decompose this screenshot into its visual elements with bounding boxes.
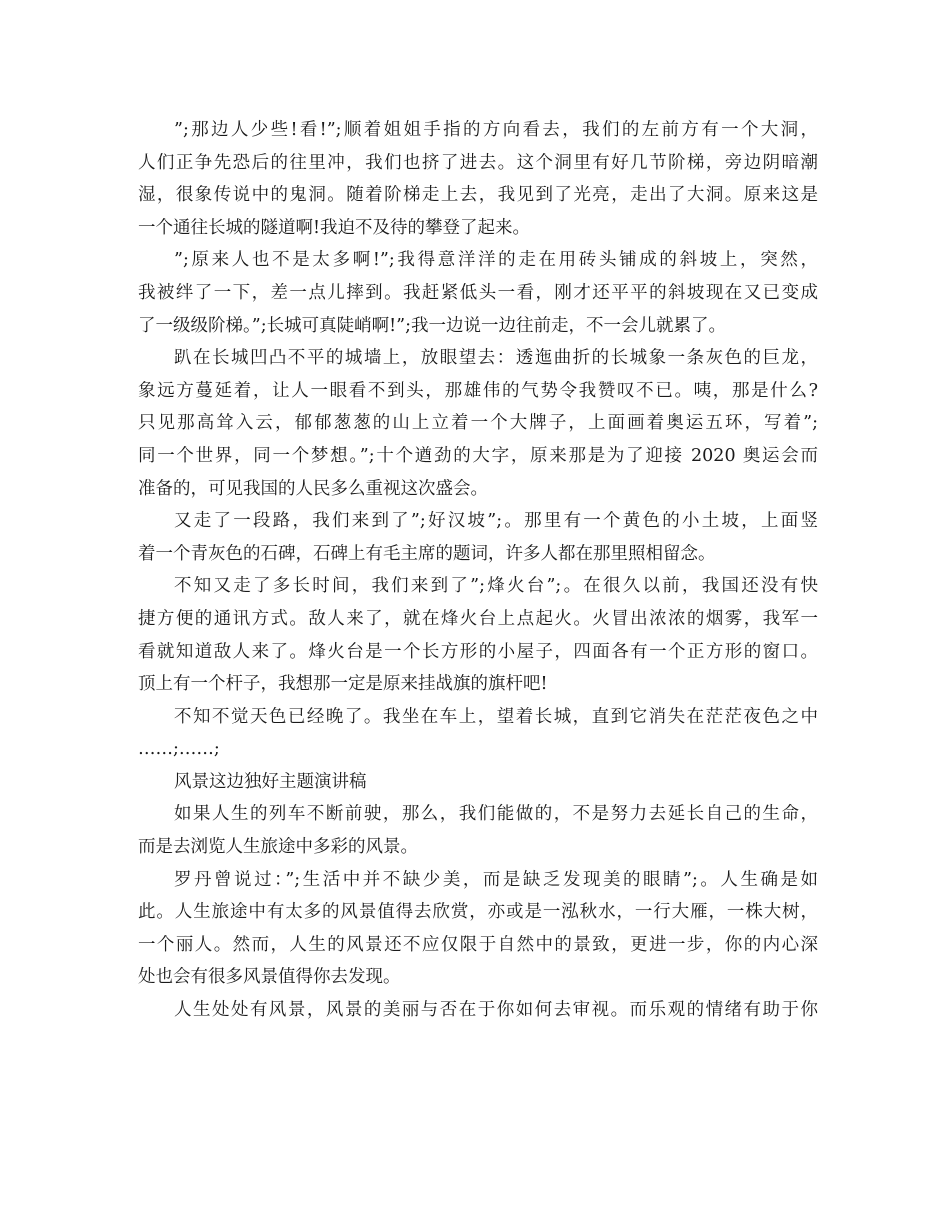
- text-line: 顶上有一个杆子，我想那一定是原来挂战旗的旗杆吧!: [138, 674, 548, 695]
- text-line: ”;那边人少些!看!”;顺着姐姐手指的方向看去，我们的左前方有一个大洞，: [174, 120, 818, 140]
- text-line: 此。人生旅途中有太多的风景值得去欣赏，亦或是一泓秋水，一行大雁，一株大树，: [138, 902, 818, 923]
- document-page: [138, 114, 818, 1027]
- text-line: 不知不觉天色已经晚了。我坐在车上，望着长城，直到它消失在茫茫夜色之中: [174, 706, 818, 727]
- text-line: 同一个世界，同一个梦想。”;十个遒劲的大字，原来那是为了迎接 2020 奥运会而: [138, 445, 818, 466]
- text-line: 一个通往长城的隧道啊!我迫不及待的攀登了起来。: [138, 217, 531, 238]
- text-line: 趴在长城凹凸不平的城墙上，放眼望去：透迤曲折的长城象一条灰色的巨龙，: [174, 348, 818, 369]
- text-line: ……;……;: [138, 739, 220, 760]
- text-line: 人们正争先恐后的往里冲，我们也挤了进去。这个洞里有好几节阶梯，旁边阴暗潮: [138, 152, 818, 173]
- text-line: 不知又走了多长时间，我们来到了”;烽火台”;。在很久以前，我国还没有快: [174, 576, 818, 597]
- text-line: ”;原来人也不是太多啊!”;我得意洋洋的走在用砖头铺成的斜坡上，突然，: [174, 250, 818, 271]
- text-line: 着一个青灰色的石碑，石碑上有毛主席的题词，许多人都在那里照相留念。: [138, 543, 716, 564]
- text-line: 而是去浏览人生旅途中多彩的风景。: [138, 837, 418, 858]
- text-line: 湿，很象传说中的鬼洞。随着阶梯走上去，我见到了光亮，走出了大洞。原来这是: [138, 185, 818, 206]
- text-line: 如果人生的列车不断前驶，那么，我们能做的，不是努力去延长自己的生命，: [174, 804, 818, 825]
- text-line: 风景这边独好主题演讲稿: [174, 771, 367, 792]
- text-line: 罗丹曾说过：”;生活中并不缺少美，而是缺乏发现美的眼睛”;。人生确是如: [174, 869, 818, 890]
- text-line: 只见那高耸入云，郁郁葱葱的山上立着一个大牌子，上面画着奥运五环，写着”;: [138, 413, 818, 434]
- text-line: 看就知道敌人来了。烽火台是一个长方形的小屋子，四面各有一个正方形的窗口。: [138, 641, 818, 662]
- text-line: 处也会有很多风景值得你去发现。: [138, 967, 401, 988]
- text-line: 一个丽人。然而，人生的风景还不应仅限于自然中的景致，更进一步，你的内心深: [138, 934, 818, 955]
- text-line: 人生处处有风景，风景的美丽与否在于你如何去审视。而乐观的情绪有助于你: [174, 1000, 818, 1021]
- text-line: 又走了一段路，我们来到了”;好汉坡”;。那里有一个黄色的小土坡，上面竖: [174, 511, 818, 532]
- text-line: 象远方蔓延着，让人一眼看不到头，那雄伟的气势令我赞叹不已。咦，那是什么?: [138, 380, 818, 401]
- text-line: 我被绊了一下，差一点儿摔到。我赶紧低头一看，刚才还平平的斜坡现在又已变成: [138, 282, 818, 303]
- text-line: 捷方便的通讯方式。敌人来了，就在烽火台上点起火。火冒出浓浓的烟雾，我军一: [138, 608, 818, 629]
- text-line: 准备的，可见我国的人民多么重视这次盛会。: [138, 478, 488, 499]
- text-line: 了一级级阶梯。”;长城可真陡峭啊!”;我一边说一边往前走，不一会儿就累了。: [138, 315, 726, 336]
